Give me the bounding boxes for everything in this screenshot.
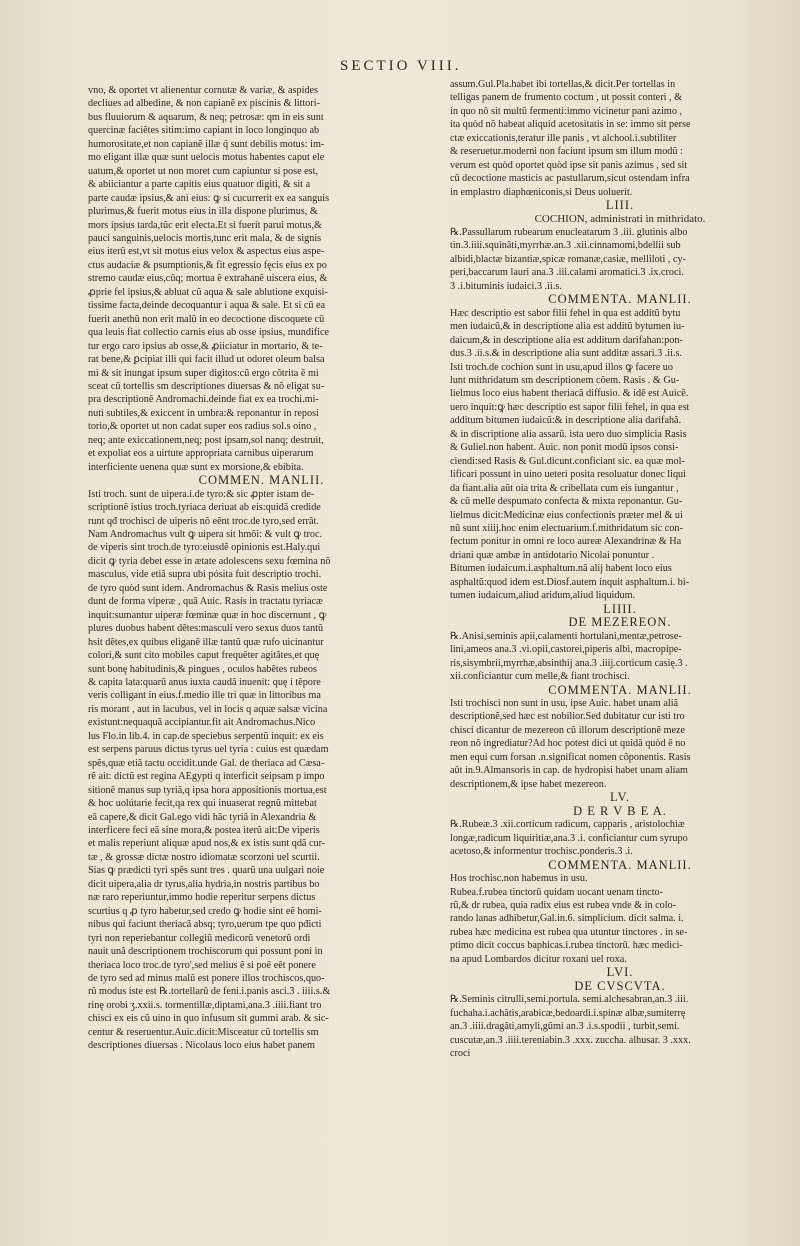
text-line: nibus qui faciunt theriacã absq; tyro,uerum tpe quo pđicti bbox=[88, 919, 322, 931]
text-line: et malis reperiunt aliquæ apud nos,& ex istis sunt qdã cur- bbox=[88, 838, 326, 850]
text-line: cũ decoctione masticis ac pastullarum,sicut ostendam infra bbox=[450, 173, 690, 185]
text-line: ita quòd nõ habeat aliquid acetositatis in se: immo sit perse bbox=[450, 119, 691, 131]
text-line: Bitumen iudaicum.i.asphaltum.nã alij habent loco eius bbox=[450, 563, 672, 575]
text-line: & reseruetur.moderni non faciunt ipsum sm illum modũ : bbox=[450, 146, 683, 158]
text-line: nauit unã descriptionem trochiscorum qui possunt poni in bbox=[88, 946, 323, 958]
text-line: veris colligant in eius.f.medio ille tri quæ in littoribus ma bbox=[88, 690, 321, 702]
text-line: mo eligant illæ quæ sunt uelocis motus habentes caput ele bbox=[88, 152, 325, 164]
text-line: de tyro quòd sunt idem. Andromachus & Rasis melius oste bbox=[88, 582, 328, 594]
text-line: lielmus dicit:Medicinæ eius confectionis præter mel & ui bbox=[450, 509, 683, 521]
text-line: rũ modus iste est ℞.tortellarũ de feni.i.panis asci.3 . iiii.s.& bbox=[88, 986, 331, 998]
right-heading-mezereon: DE MEZEREON. bbox=[568, 615, 672, 630]
text-line: peri,baccarum lauri ana.3 .iii.calami aromatici.3 .ix.croci. bbox=[450, 267, 684, 279]
text-line: Isti trochisci non sunt in usu, ipse Auic. habet unam aliã bbox=[450, 698, 679, 710]
text-line: lificari possunt in uino ueteri posita resoluatur donec liqui bbox=[450, 469, 686, 481]
text-line: telligas panem de frumento coctum , ut possit conteri , & bbox=[450, 92, 682, 104]
text-line: rinę orobi ʒ.xxii.s. tormentillæ,diptami,ana.3 .iiii.fiant tro bbox=[88, 999, 322, 1011]
text-line: eius iterũ est,vt sit motus eius velox & aspectus eius aspe- bbox=[88, 246, 325, 258]
text-line: & abiiciantur a parte capitis eius quatuor digiti, & sit a bbox=[88, 179, 311, 191]
text-line: fuerit anethũ non erit malũ in eo decoctione discoquete cũ bbox=[88, 313, 325, 325]
right-paragraph-3 bbox=[450, 307, 790, 603]
text-line: bus fluuiorum & aquarum, & neq; petrosæ: qm in eis sunt bbox=[88, 111, 324, 123]
text-line: acetoso,& informentur trochisc.ponderis.3 .i. bbox=[450, 846, 633, 858]
text-line: chisci ex eis cũ uino in quo infusum sit gummi arab. & sic- bbox=[88, 1013, 329, 1025]
text-line: ptimo dicit coccus baphicas.i.rubea tinctorũ. hæc medici- bbox=[450, 940, 683, 952]
text-line: dicit ꝙ tyria debet esse in ætate adolescens sexu fœmina nõ bbox=[88, 555, 331, 567]
text-line: dicit uipera,alia dr tyrus,alia hydria,in nostris partibus bo bbox=[88, 878, 320, 890]
text-line: & cũ melle despumato confecta & mixta reponantur. Gu- bbox=[450, 496, 683, 508]
right-heading-number-lvi: LVI. bbox=[606, 965, 634, 980]
text-line: sunt bonę habitudinis,& pingues , oculos habẽtes rubeos bbox=[88, 663, 317, 675]
text-line: 3 .i.bituminis iudaici.3 .ii.s. bbox=[450, 280, 562, 292]
text-line: tumen iudaicum,aliud aridum,aliud liquidum. bbox=[450, 590, 636, 602]
text-line: lini,ameos ana.3 .vi.opii,castorei,piperis albi, macropipe- bbox=[450, 644, 682, 656]
text-line: ℞.Seminis citrulli,semi.portula. semi.alchesabran,an.3 .iii. bbox=[450, 994, 689, 1006]
text-line: albidi,blactæ bizantiæ,spicæ romanæ,casiæ, melliloti , cy- bbox=[450, 253, 686, 265]
text-line: & capita lata:quarũ anus iuxta caudã inuenit: quę i tẽpore bbox=[88, 676, 321, 688]
text-line: tin.3.iiii.squinãti,myrrhæ.an.3 .xii.cinnamomi,bdellii sub bbox=[450, 240, 681, 252]
text-line: ctus audaciæ & psumptionis,& fit egressio fęcis eius ex po bbox=[88, 259, 327, 271]
text-line: Isti troch. sunt de uipera.i.de tyro:& sic ꝓpter istam de- bbox=[88, 488, 315, 500]
text-line: descriptiones diuersas . Nicolaus loco eius habet panem bbox=[88, 1040, 315, 1052]
text-line: mors ipsius tarda,tũc erit electa.Et si fuerit parui motus,& bbox=[88, 219, 322, 231]
text-line: inquit:sumantur uiperæ fœminæ quæ in hoc discernunt , ꝙ bbox=[88, 609, 327, 621]
text-line: na apud Lombardos dicitur roxani uel roxa. bbox=[450, 953, 627, 965]
text-line: cuscutæ,an.3 .iiii.tereniabin.3 .xxx. zuccha. alhusar. 3 .xxx. bbox=[450, 1034, 691, 1046]
text-line: centur & reseruentur.Auic.dicit:Misceatur cũ tortellis sm bbox=[88, 1026, 319, 1038]
text-line: in emplastro diaphœniconis,si Deus uoluerit. bbox=[450, 186, 633, 198]
text-line: pra descriptionẽ Andromachi.deinde fiat ex ea trochi.mi- bbox=[88, 394, 319, 406]
text-line: stremo caudæ eius,cũq; mortua ẽ extrahanẽ uiscera eius, & bbox=[88, 273, 328, 285]
text-line: fuchaha.i.achãtis,arabicæ,bedoardi.i.spinæ albæ,sumiterrę bbox=[450, 1007, 686, 1019]
text-line: an.3 .iiii.dragãti,amyli,gũmi an.3 .i.s.spodii , turbit,semi. bbox=[450, 1021, 680, 1033]
text-line: næ raro reperiuntur,immo hodie reperitur serpens dictus bbox=[88, 892, 316, 904]
text-line: rando lanas adhibetur,Gal.in.6. simplicium. dicit salma. i. bbox=[450, 913, 684, 925]
text-line: men equi cum forsan .n.significat nomen cõponentis. Rasis bbox=[450, 751, 691, 763]
text-line: dus.3 .ii.s.& in descriptione alia sunt additæ assari.3 .ii.s. bbox=[450, 348, 683, 360]
left-heading-commen-manlii: COMMEN. MANLII. bbox=[198, 473, 325, 488]
right-heading-number-lv: LV. bbox=[609, 790, 631, 805]
text-line: interficiente uenena quæ sunt ex morsione,& ebibita. bbox=[88, 461, 304, 473]
text-line: decliues ad albedine, & non capianẽ ex piscinis & littori- bbox=[88, 98, 320, 110]
right-paragraph-8 bbox=[450, 993, 790, 1060]
text-line: dunt de forma viperæ , quã Auic. Rasis in tractatu tyriacæ bbox=[88, 596, 323, 608]
text-line: lielmus loco eius habent theriacã diffusio. & idẽ est Auicẽ. bbox=[450, 388, 689, 400]
text-line: torio,& oportet ut non cadat super eos radius sol.s oino , bbox=[88, 421, 317, 433]
text-line: humorositate,et non capianẽ illæ q̃ sunt debilis motus: im- bbox=[88, 138, 325, 150]
right-heading-commenta-2: COMMENTA. MANLII. bbox=[548, 682, 692, 697]
right-heading-commenta-3: COMMENTA. MANLII. bbox=[548, 857, 692, 872]
right-paragraph-7 bbox=[450, 872, 790, 966]
text-line: lus Flo.in lib.4. in cap.de speciebus serpentũ inquit: ex eis bbox=[88, 730, 324, 742]
right-heading-rubea: D E R V B E A. bbox=[573, 803, 667, 818]
text-line: vno, & oportet vt alienentur cornutæ & variæ, & aspides bbox=[88, 85, 319, 96]
text-line: sitionẽ manus sup tyriã,q ipsa hora appositionis mortua,est bbox=[88, 784, 327, 796]
text-line: reon nõ ingrediatur?Ad hoc potest dici ut quidã quòd ẽ no bbox=[450, 738, 686, 750]
text-line: de viperis sint troch.de tyro:eiusdẽ opinionis est.Haly.qui bbox=[88, 542, 321, 554]
text-line: masculus, vide etiã supra ubi pósita fuit descriptio trochi. bbox=[88, 569, 322, 581]
right-column bbox=[450, 78, 790, 1061]
text-line: tyri non reperiebantur collegiũ medicorũ venetorũ ordi bbox=[88, 932, 311, 944]
right-paragraph-6 bbox=[450, 818, 790, 858]
text-line: qua leuis fiat collectio carnis eius ab osse ipsius, mundifice bbox=[88, 327, 330, 339]
page-header: SECTIO VIII. bbox=[340, 58, 462, 74]
right-heading-cuscuta: DE CVSCVTA. bbox=[574, 978, 666, 993]
text-line: xii.conficiantur cum melle,& fiant trochisci. bbox=[450, 671, 630, 683]
text-line: ℞.Anisi,seminis apii,calamenti hortulani,mentæ,petrose- bbox=[450, 630, 682, 642]
text-line: rẽ ait: dictũ est regina AEgypti q interficit seipsam p impo bbox=[88, 771, 325, 783]
text-line: in quo nõ sit multũ fermenti:immo vicinetur pani azimo , bbox=[450, 105, 683, 117]
text-line: tur ergo caro ipsius ab osse,& ꝓiiciatur in mortario, & te- bbox=[88, 340, 323, 352]
right-heading-commenta-1: COMMENTA. MANLII. bbox=[548, 292, 692, 307]
text-line: verum est quòd oportet quòd ipse sit panis azimus , sed sit bbox=[450, 159, 688, 171]
right-paragraph-1 bbox=[450, 78, 790, 199]
text-line: plures duobus habent dẽtes:masculi vero sexus duos tantũ bbox=[88, 623, 324, 635]
text-line: hsit dẽtes,ex quibus eliganẽ illæ tantũ quæ rufo uicinantur bbox=[88, 636, 324, 648]
text-line: ℞.Passullarum rubearum enucleatarum 3 .iii. glutinis albo bbox=[450, 226, 688, 238]
text-line: ris,sisymbrii,myrrhæ,absinthij ana.3 .iiij.corticum casię.3 . bbox=[450, 657, 688, 669]
text-line: ℞.Rubeæ.3 .xii.corticum radicum, capparis , aristolochiæ bbox=[450, 819, 685, 831]
text-line: additum bitumen iudaicũ:& in descriptione alia darifahã. bbox=[450, 415, 682, 427]
text-line: da fiant.alia aũt oia trita & cribellata cum eis iungantur , bbox=[450, 482, 679, 494]
text-line: parte caudæ ipsius,& ani eius: ꝙ si cucurrerit ex ea sanguis bbox=[88, 192, 330, 204]
left-column bbox=[88, 84, 435, 1053]
text-line: colori,& sunt cito mobiles caput frequẽter agitãtes,et quę bbox=[88, 650, 320, 662]
text-line: eã capere,& dicit Gal.ego vidi hãc tyriã in Alexandria & bbox=[88, 811, 317, 823]
text-line: Rubea.f.rubea tinctorũ quidam uocant uenam tincto- bbox=[450, 886, 664, 898]
text-line: descriptionem,& ipse habet mezereon. bbox=[450, 778, 607, 790]
text-line: men iudaicũ,& in descriptione alia est additũ bytumen iu- bbox=[450, 321, 685, 333]
text-line: de tyro sed ad minus malũ est ponere illos trochiscos,quo- bbox=[88, 972, 325, 984]
right-heading-number-liiii: LIIII. bbox=[603, 601, 637, 616]
text-line: & Guliel.non habent. Auic. non ponit modũ ipsos consi- bbox=[450, 442, 679, 454]
text-line: chisci dicantur de mezereon cũ illorum descriptionẽ meze bbox=[450, 724, 686, 736]
text-line: Sias ꝙ prædicti tyri spẽs sunt tres . quarũ una uulgari noie bbox=[88, 865, 325, 877]
text-line: rat bene,& ꝑcipiat illi qui facit illud ut odoret oleum balsa bbox=[88, 354, 325, 366]
right-paragraph-5 bbox=[450, 697, 790, 791]
text-line: Nam Andromachus vult ꝙ uipera sit hmõi: & vult ꝙ troc. bbox=[88, 529, 323, 540]
text-line: rũ,& dr rubea, quia radix eius est rubea vnde & in colo- bbox=[450, 899, 677, 911]
text-line: et expoliat eos a uirtute appropriata carnibus uiperarum bbox=[88, 448, 314, 460]
text-line: ctæ exiccationis,teratur ille panis , vt alchool.i.subtiliter bbox=[450, 132, 677, 144]
text-line: Hæc descriptio est sabor filii fehel in qua est additũ bytu bbox=[450, 307, 681, 319]
text-line: ꝓprie fel ipsius,& abluat cũ aqua & sale ablutione exquisi- bbox=[88, 286, 328, 298]
text-line: mi & sit inungat ipsum super digitos:cũ ergo cõtrita ẽ mi bbox=[88, 367, 319, 379]
text-line: croci bbox=[450, 1048, 471, 1060]
text-line: daicum,& in descriptione alia est additum darifahan:pon- bbox=[450, 334, 683, 346]
text-line: interficere feci eã sine mora,& postea iterũ ait:De viperis bbox=[88, 824, 320, 836]
text-line: neq; ante exiccationem,neq; post ipsam,sol nanq; destruit, bbox=[88, 434, 324, 446]
text-line: existunt:nequaquã accipiantur.fit ait Andromachus.Nico bbox=[88, 717, 316, 729]
text-line: spẽs,quæ etiã tactu occidit.unde Gal. de theriaca ad Cæsa- bbox=[88, 757, 325, 769]
text-line: tissime facta,deinde decoquantur i aqua & sale. Et si cũ ea bbox=[88, 300, 326, 312]
text-line: ciendi:sed Rasis & Gul.dicunt.conficiant sic. ea quæ mol- bbox=[450, 455, 685, 467]
text-line: uatum,& oportet ut non moret cum capiuntur si pose est, bbox=[88, 165, 319, 177]
text-line: aũt in.9.Almansoris in cap. de hydropisi habet unam aliam bbox=[450, 765, 688, 777]
text-line: quercinæ faciẽtes sitim:imo capiant in loco longinquo ab bbox=[88, 125, 320, 137]
text-line: uero inquit:ꝙ hæc descriptio est sapor filii fehel, in qua est bbox=[450, 401, 690, 413]
left-paragraph-2 bbox=[88, 488, 435, 1053]
left-paragraph-1 bbox=[88, 84, 435, 474]
text-line: lunt mithridatum sm descriptionem cõem. Rasis . & Gu- bbox=[450, 375, 680, 387]
text-line: est serpens paruus dictus tyrus uel tyria : cuius est quædam bbox=[88, 744, 329, 756]
text-line: ris morant , aut in lacubus, vel in locis q aquæ salsæ vicina bbox=[88, 703, 328, 715]
text-line: sceat cũ tortellis sm descriptiones diuersas & nõ eligat su- bbox=[88, 380, 325, 392]
text-line: scriptionẽ istius troch.tyriaca deriuat ab eis:quidã credide bbox=[88, 502, 321, 514]
text-line: & in discriptione alia assarũ. ista uero duo simplicia Rasis bbox=[450, 428, 687, 440]
text-line: assum.Gul.Pla.habet ibi tortellas,& dicit.Per tortellas in bbox=[450, 79, 676, 90]
text-line: tæ , & grossæ dictæ nostro idiomatæ scorzoni uel scurtii. bbox=[88, 851, 320, 863]
text-line: Isti troch.de cochion sunt in usu,apud illos ꝙ facere uo bbox=[450, 361, 673, 373]
text-line: driani quæ ambæ in antidotario Nicolai ponuntur . bbox=[450, 549, 655, 561]
text-line: asphaltũ:quod idem est.Diosf.autem inquit asphaltum.i. bi- bbox=[450, 576, 690, 588]
text-line: scurtius q ꝓ tyro habetur,sed credo ꝙ hodie sint eẽ homi- bbox=[88, 905, 322, 917]
text-line: plurimus,& fuerit motus eius in illa dispone plurimus, & bbox=[88, 206, 318, 218]
text-line: nũ sunt xiiij.hoc enim electuarium.f.mithridatum sic con- bbox=[450, 523, 683, 534]
right-heading-cochion: COCHION, administrati in mithridato. bbox=[534, 212, 706, 225]
right-paragraph-2 bbox=[450, 226, 790, 293]
text-line: rubea hæc medicina est rubea qua utuntur tinctores . in se- bbox=[450, 926, 688, 938]
right-heading-number-liii: LIII. bbox=[605, 198, 635, 213]
text-line: runt qđ trochisci de uiperis nõ eẽnt troc.de tyro,sed errãt. bbox=[88, 515, 319, 527]
text-line: nuti subtiles,& exiccent in umbra:& reponantur in reposi bbox=[88, 407, 319, 419]
text-line: theriaca loco troc.de tyro',sed melius ẽ si poẽ eẽt ponere bbox=[88, 959, 316, 971]
text-line: descriptionẽ,sed hæc est nobilior.Sed dubitatur cur isti tro bbox=[450, 711, 685, 723]
text-line: pauci sanguinis,uelocis mortis,tunc erit mala, & de signis bbox=[88, 232, 322, 244]
text-line: longæ,radicum liquiritiæ,ana.3 .i. conficiantur cum syrupo bbox=[450, 832, 688, 844]
text-line: Hos trochisc.non habemus in usu. bbox=[450, 873, 588, 885]
text-line: & hoc uolútarie fecit,qa rex qui inuaserat regnũ mittebat bbox=[88, 798, 317, 810]
right-paragraph-4 bbox=[450, 630, 790, 684]
text-line: fectum ponitur in omni re loco aureæ Alexandrinæ & Ha bbox=[450, 536, 682, 548]
